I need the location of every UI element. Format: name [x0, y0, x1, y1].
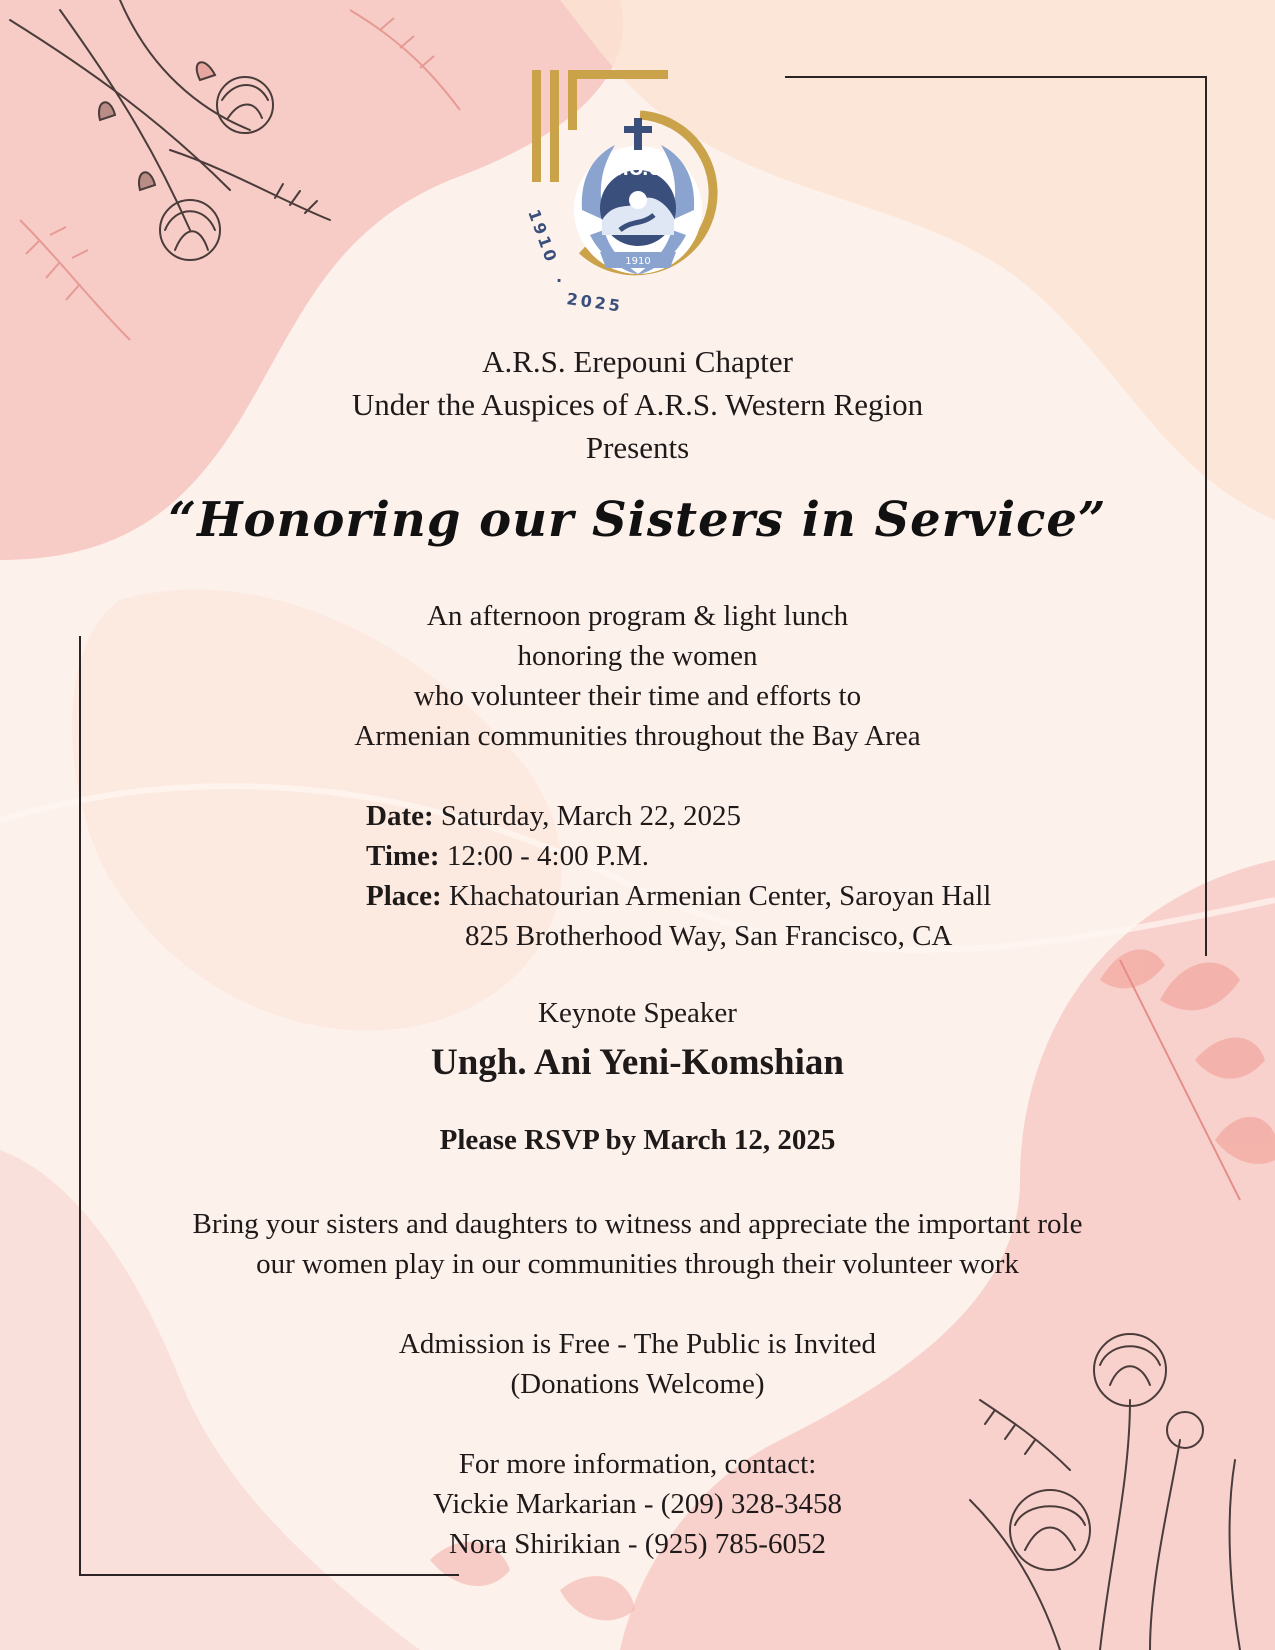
frame-left-line	[79, 636, 81, 1576]
years-dash: .	[556, 267, 563, 286]
admission-info	[0, 1324, 1275, 1404]
organization-block	[0, 340, 1275, 469]
keynote-speaker-name: Ungh. Ani Yeni-Komshian	[431, 1042, 844, 1083]
contact-heading: For more information, contact:	[458, 1448, 817, 1480]
contact-person: Vickie Markarian - (209) 328-3458	[433, 1488, 842, 1520]
admission-line: Admission is Free - The Public is Invited	[398, 1328, 877, 1360]
years-end: 2025	[565, 289, 625, 316]
time-row	[366, 836, 991, 876]
invitation-line: our women play in our communities through their volunteer work	[256, 1248, 1019, 1280]
place-address: 825 Brotherhood Way, San Francisco, CA	[465, 920, 953, 952]
anniversary-115-logo	[520, 60, 760, 330]
contact-info	[0, 1444, 1275, 1564]
org-presents: Presents	[585, 430, 690, 465]
description-line: Armenian communities throughout the Bay Area	[354, 720, 921, 752]
frame-top-line	[785, 76, 1207, 78]
description-line: who volunteer their time and efforts to	[413, 680, 862, 712]
frame-bottom-line	[79, 1574, 459, 1576]
org-chapter: A.R.S. Erepouni Chapter	[482, 344, 793, 379]
donations-line: (Donations Welcome)	[510, 1368, 765, 1400]
place-label: Place:	[366, 880, 442, 912]
event-details	[366, 796, 991, 956]
invitation-line: Bring your sisters and daughters to witness and appreciate the important role	[192, 1208, 1083, 1240]
date-value: Saturday, March 22, 2025	[440, 800, 742, 832]
invitation-message	[0, 1204, 1275, 1284]
ribbon-year: 1910	[625, 256, 651, 267]
ars-emblem	[574, 118, 702, 274]
place-value: Khachatourian Armenian Center, Saroyan Hall	[448, 880, 992, 912]
keynote-label: Keynote Speaker	[538, 997, 737, 1029]
date-label: Date:	[366, 800, 434, 832]
contact-person: Nora Shirikian - (925) 785-6052	[449, 1528, 826, 1560]
description-line: An afternoon program & light lunch	[426, 600, 849, 632]
years-start: 1910	[524, 206, 562, 267]
time-label: Time:	[366, 840, 440, 872]
place-address-row	[366, 916, 991, 956]
rsvp-deadline: Please RSVP by March 12, 2025	[439, 1124, 836, 1156]
emblem-text: Ա.Օ.Ս.	[608, 160, 668, 180]
date-row	[366, 796, 991, 836]
place-row	[366, 876, 991, 916]
event-description	[0, 596, 1275, 756]
org-auspices: Under the Auspices of A.R.S. Western Region	[351, 387, 924, 422]
event-title: “Honoring our Sisters in Service”	[168, 492, 1107, 548]
description-line: honoring the women	[517, 640, 758, 672]
time-value: 12:00 - 4:00 P.M.	[446, 840, 650, 872]
